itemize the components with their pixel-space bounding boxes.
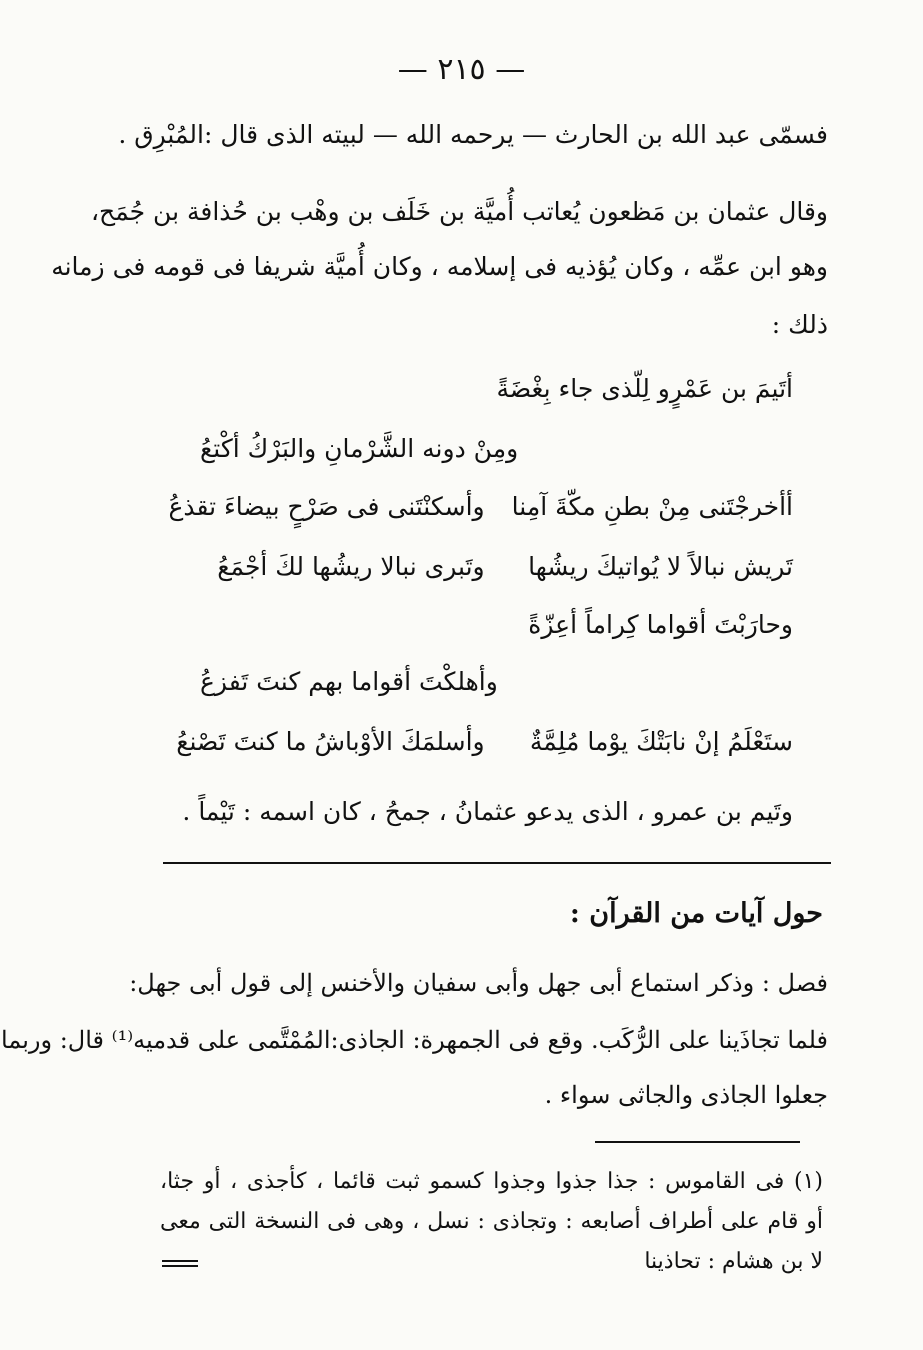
section-line-2: فلما تجاذَينا على الرُّكَب. وقع فى الجمهرة: الجاذى:المُمْتَّمى على قدميه⁽¹⁾ قال: وربما — [1, 1026, 828, 1054]
footnote-line-1: (١) فى القاموس : جذا جذوا وجذوا كسمو ثبت قائما ، كأجذى ، أو جثا، — [160, 1169, 823, 1194]
paragraph-line-3: ذلك : — [771, 310, 828, 339]
footnote-line-2: أو قام على أطراف أصابعه : وتجاذى : نسل ، وهى فى النسخة التى معى — [160, 1209, 823, 1234]
poem-hemistich-3b: وأسكنْتَنى فى صَرْحٍ بيضاءَ تقذعُ — [168, 492, 485, 521]
poem-hemistich-4a: تَريش نبالاً لا يُواتيكَ ريشُها — [528, 552, 793, 581]
poem-verse-7 — [176, 725, 793, 759]
poem-hemistich-7b: وأسلمَكَ الأوْباشُ ما كنتَ تَصْنعُ — [176, 727, 485, 756]
poem-verse-4 — [200, 550, 793, 584]
paragraph-line-2: وهو ابن عمِّه ، وكان يُؤذيه فى إسلامه ، وكان أُميَّة شريفا فى قومه فى زمانه — [51, 252, 828, 281]
poem-hemistich-4b: وتَبرى نبالا ريشُها لكَ أجْمَعُ — [217, 552, 485, 581]
end-double-rule — [162, 1260, 198, 1267]
section-heading: حول آيات من القرآن : — [569, 898, 823, 929]
section-line-1: فصل : وذكر استماع أبى جهل وأبى سفيان والأخنس إلى قول أبى جهل: — [129, 969, 828, 997]
closing-line: وتَيم بن عمرو ، الذى يدعو عثمانُ ، جمحُ ، كان اسمه : تَيْماً . — [182, 797, 793, 826]
poem-verse-6: وأهلكْتَ أقواما بهم كنتَ تَفزعُ — [200, 667, 498, 696]
poem-verse-3 — [168, 490, 793, 524]
page-number: — ٢١٥ — — [397, 52, 526, 87]
poem-hemistich-3a: أأخرجْتَنى مِنْ بطنِ مكّةَ آمِنا — [511, 492, 793, 521]
footnote-divider — [595, 1141, 800, 1143]
intro-line: فسمّى عبد الله بن الحارث — يرحمه الله — لبيته الذى قال :المُبْرِق . — [118, 120, 828, 149]
footnote-line-3: لا بن هشام : تحاذينا — [644, 1249, 823, 1274]
poem-hemistich-7a: ستَعْلَمُ إنْ نابَتْكَ يوْما مُلِمَّةٌ — [529, 727, 793, 756]
paragraph-line-1: وقال عثمان بن مَظعون يُعاتب أُميَّة بن خَلَف بن وهْب بن حُذافة بن جُمَح، — [90, 197, 828, 226]
poem-verse-2: ومِنْ دونه الشَّرْمانِ والبَرْكُ أكْتعُ — [200, 434, 519, 463]
poem-verse-5: وحارَبْتَ أقواما كِراماً أعِزّةً — [528, 610, 793, 639]
section-line-3: جعلوا الجاذى والجاثى سواء . — [544, 1081, 828, 1109]
section-divider — [163, 862, 831, 864]
poem-verse-1: أتَيمَ بن عَمْرٍو لِلّذى جاء بِغْضَةً — [496, 374, 793, 403]
